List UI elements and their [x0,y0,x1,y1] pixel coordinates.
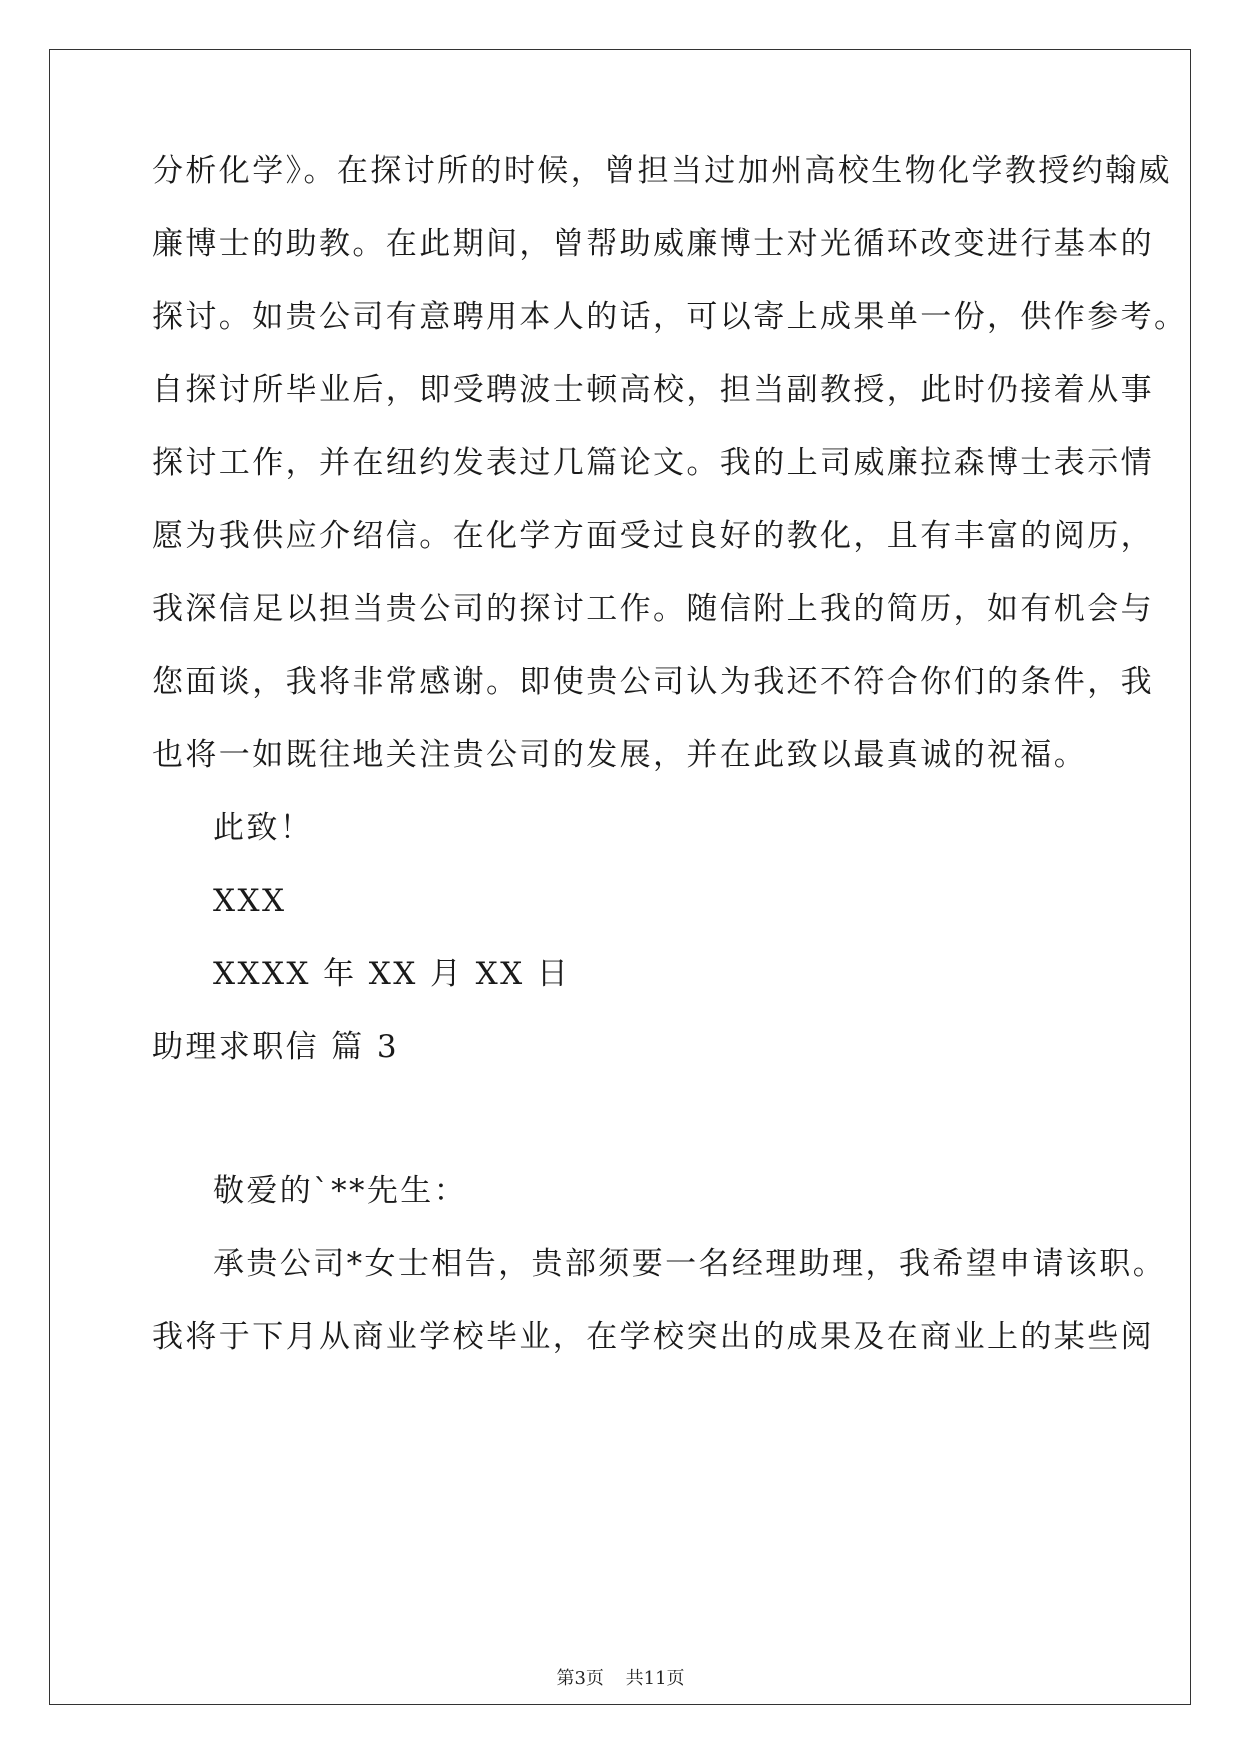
paragraph-line: 也将一如既往地关注贵公司的发展，并在此致以最真诚的祝福。 [152,737,1088,773]
paragraph-line: 自探讨所毕业后，即受聘波士顿高校，担当副教授，此时仍接着从事 [152,372,1154,408]
paragraph-line: 探讨工作，并在纽约发表过几篇论文。我的上司威廉拉森博士表示情 [152,445,1154,481]
paragraph-line: 分析化学》。在探讨所的时候，曾担当过加州高校生物化学教授约翰威 [152,153,1172,189]
paragraph-line: 愿为我供应介绍信。在化学方面受过良好的教化，且有丰富的阅历， [152,518,1154,554]
letter-line: 我将于下月从商业学校毕业，在学校突出的成果及在商业上的某些阅 [152,1319,1154,1355]
page-total: 共11页 [625,1668,685,1689]
page-footer [0,1668,1241,1690]
letter-date: XXXX 年 XX 月 XX 日 [213,956,571,992]
paragraph-line: 廉博士的助教。在此期间，曾帮助威廉博士对光循环改变进行基本的 [152,226,1154,262]
signature: XXX [213,883,287,919]
page-number: 第3页 [556,1668,604,1689]
paragraph-line: 探讨。如贵公司有意聘用本人的话，可以寄上成果单一份，供作参考。 [152,299,1188,335]
paragraph-line: 您面谈，我将非常感谢。即使贵公司认为我还不符合你们的条件，我 [152,664,1154,700]
paragraph-line: 我深信足以担当贵公司的探讨工作。随信附上我的简历，如有机会与 [152,591,1154,627]
section-heading: 助理求职信 篇 3 [152,1029,400,1065]
closing-line: 此致！ [213,810,314,846]
salutation: 敬爱的`**先生： [213,1173,468,1209]
letter-line: 承贵公司*女士相告，贵部须要一名经理助理，我希望申请该职。 [213,1246,1167,1282]
